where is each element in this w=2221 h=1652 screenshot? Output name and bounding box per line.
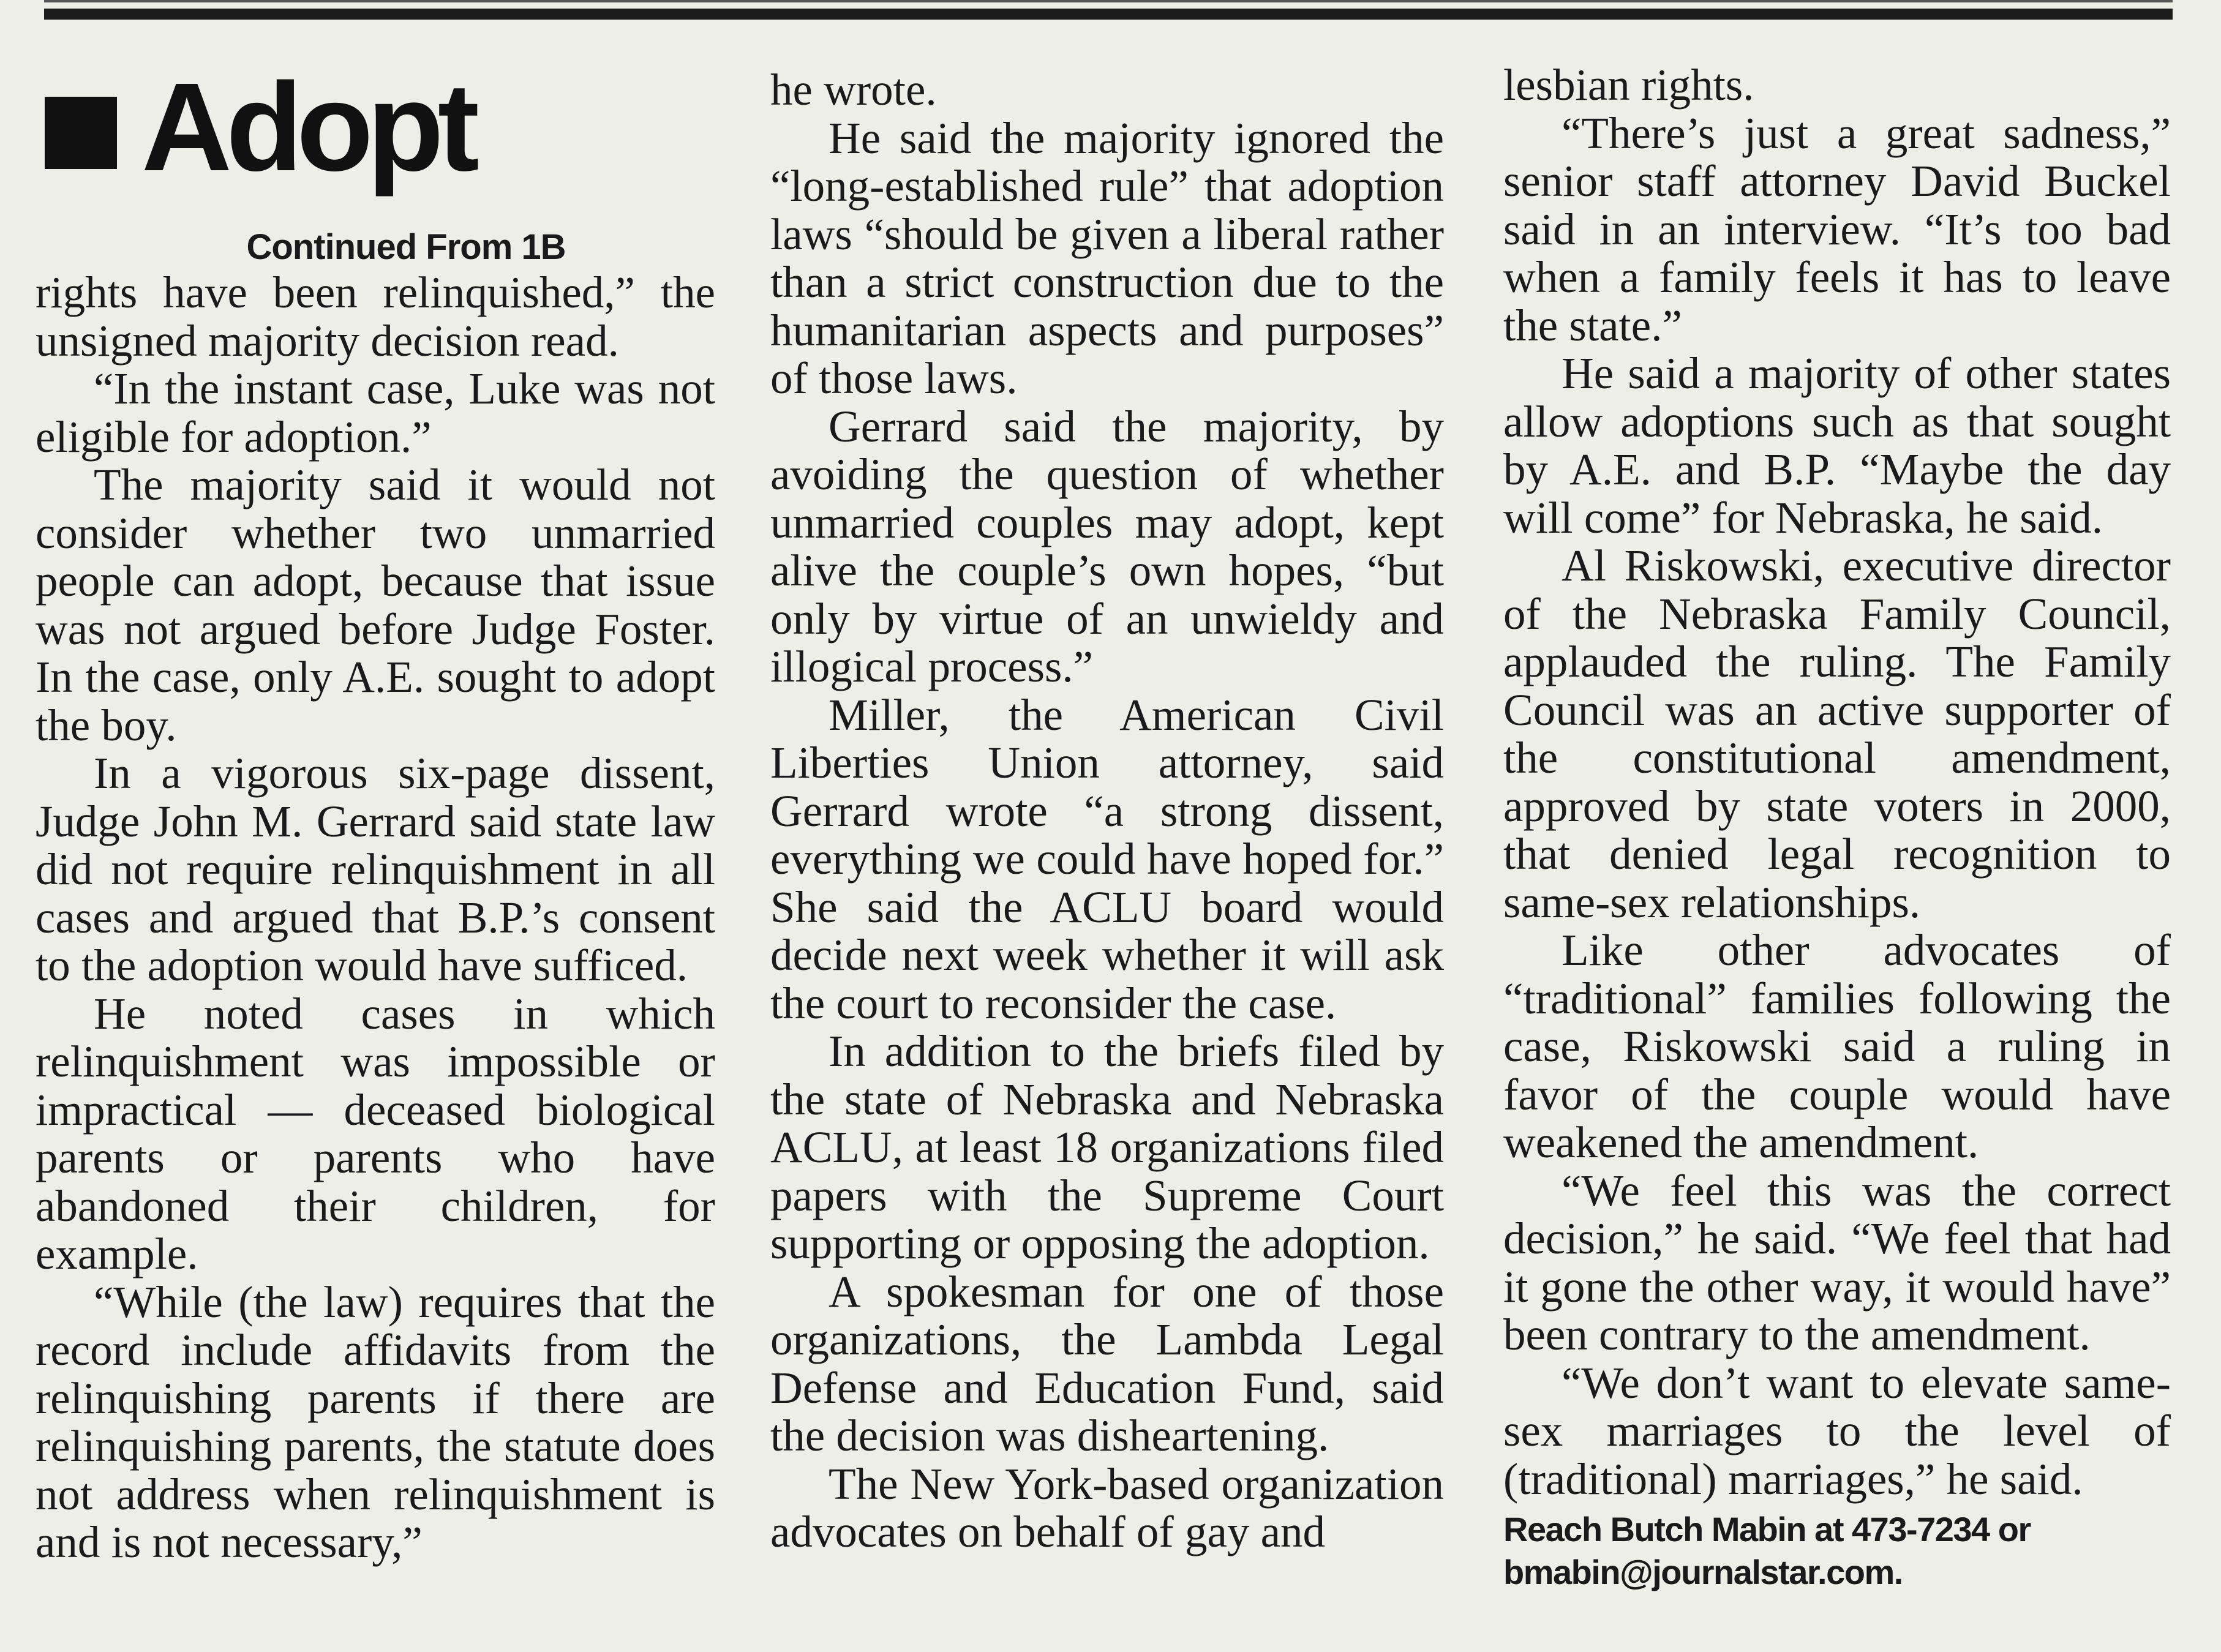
headline-row <box>45 57 715 197</box>
author-credit <box>1503 1508 2171 1594</box>
continued-from-label: Continued From 1B <box>246 227 566 267</box>
paragraph: He said a majority of other states allow adoptions such as that sought by A.E. and B.P. “Maybe the day will come” for Nebraska, he said. <box>1503 348 2171 543</box>
top-rule-thin <box>44 0 2173 2</box>
column-3 <box>1503 61 2171 1594</box>
paragraph: “There’s just a great sadness,” senior staff attorney David Buckel said in an interview. “It’s too bad when a family feels it has to leave the state.” <box>1503 108 2171 350</box>
paragraph: he wrote. <box>770 65 937 115</box>
paragraph: A spokesman for one of those organizations, the Lambda Legal Defense and Education Fund, said the decision was disheartening. <box>770 1266 1444 1460</box>
paragraph: “While (the law) requires that the record include affidavits from the relinquishing parents if there are relinquishing parents, the statute does not address when relinquishment is and is not necessary,” <box>36 1277 715 1567</box>
paragraph: Like other advocates of “traditional” families following the case, Riskowski said a ruling in favor of the couple would have weakened the amendment. <box>1503 925 2171 1167</box>
top-rule <box>44 9 2173 20</box>
paragraph: He noted cases in which relinquishment was impossible or impractical — deceased biological parents or parents who have abandoned their children, for example. <box>36 988 715 1278</box>
paragraph: “We feel this was the correct decision,” he said. “We feel that had it gone the other way, it would have” been contrary to the amendment. <box>1503 1165 2171 1359</box>
paragraph: Al Riskowski, executive director of the Nebraska Family Council, applauded the ruling. The Family Council was an active supporter of the constitutional amendment, approved by state voters in 2000, that denied legal recognition to same-sex relationships. <box>1503 541 2171 927</box>
headline: Adopt <box>141 57 473 197</box>
paragraph: lesbian rights. <box>1503 60 1754 110</box>
column-1 <box>36 57 715 1567</box>
paragraph: Gerrard said the majority, by avoiding the question of whether unmarried couples may adopt, kept alive the couple’s own hopes, “but only by virtue of an unwieldy and illogical process.” <box>770 401 1444 691</box>
column-2 <box>770 66 1444 1556</box>
author-email: bmabin@journalstar.com. <box>1503 1553 1903 1591</box>
headline-bullet-square-icon <box>45 97 117 169</box>
paragraph: “In the instant case, Luke was not eligible for adoption.” <box>36 364 715 462</box>
paragraph: “We don’t want to elevate same-sex marriages to the level of (traditional) marriages,” he said. <box>1503 1357 2171 1504</box>
paragraph: In a vigorous six-page dissent, Judge John M. Gerrard said state law did not require relinquishment in all cases and argued that B.P.’s consent to the adoption would have sufficed. <box>36 748 715 990</box>
paragraph: In addition to the briefs filed by the state of Nebraska and Nebraska ACLU, at least 18 organizations filed papers with the Supreme Court supporting or opposing the adoption. <box>770 1026 1444 1268</box>
author-credit-line: Reach Butch Mabin at 473-7234 or <box>1503 1510 2031 1549</box>
paragraph: He said the majority ignored the “long-established rule” that adoption laws “should be given a liberal rather than a strict construction due to the humanitarian aspects and purposes” of those laws. <box>770 113 1444 403</box>
paragraph: rights have been relinquished,” the unsigned majority decision read. <box>36 268 715 366</box>
paragraph: The New York-based organization advocates on behalf of gay and <box>770 1459 1444 1556</box>
paragraph: The majority said it would not consider whether two unmarried people can adopt, because that issue was not argued before Judge Foster. In the case, only A.E. sought to adopt the boy. <box>36 460 715 750</box>
paragraph: Miller, the American Civil Liberties Union attorney, said Gerrard wrote “a strong dissent, everything we could have hoped for.” She said the ACLU board would decide next week whether it will ask the court to reconsider the case. <box>770 689 1444 1028</box>
